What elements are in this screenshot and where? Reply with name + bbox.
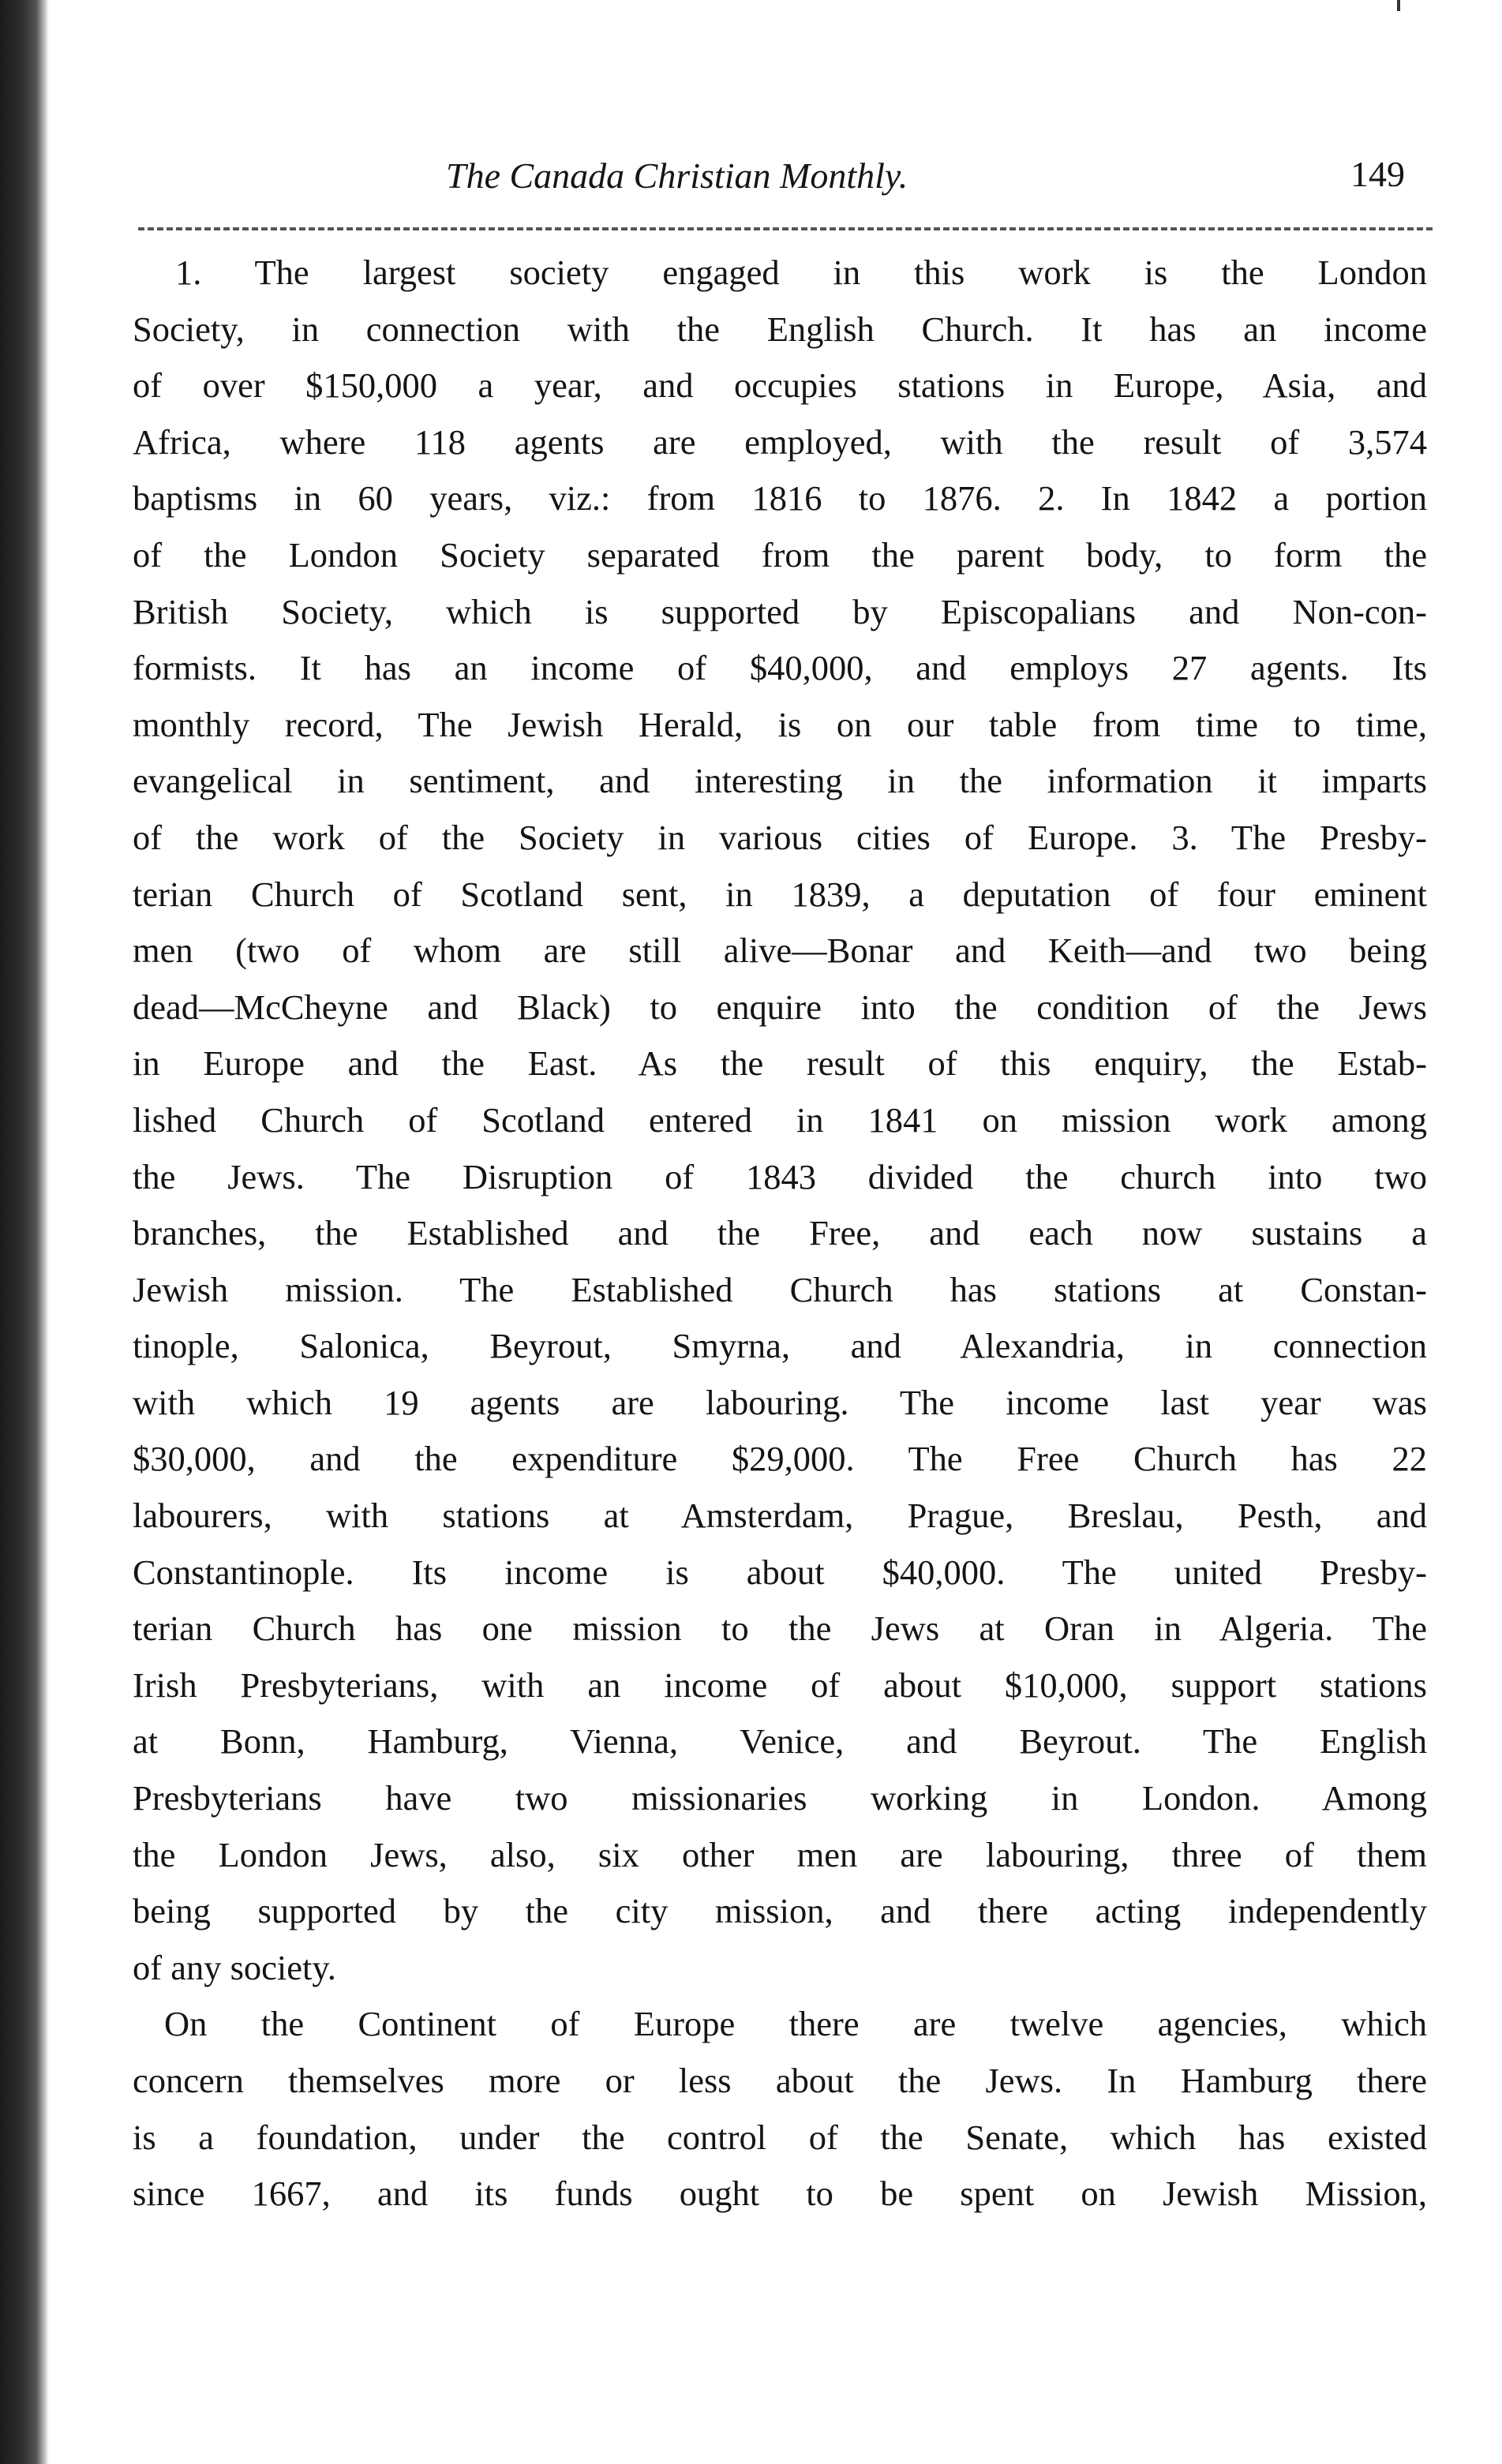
- text-line: terian Church has one mission to the Jews at Oran in Algeria. The: [133, 1608, 1427, 1649]
- text-line: tinople, Salonica, Beyrout, Smyrna, and Alexandria, in connection: [133, 1326, 1427, 1366]
- text-line: British Society, which is supported by Episcopalians and Non-con-: [133, 591, 1427, 631]
- text-line: concern themselves more or less about the Jews. In Hamburg there: [133, 2061, 1427, 2100]
- text-line: labourers, with stations at Amsterdam, Prague, Breslau, Pesth, and: [133, 1496, 1427, 1536]
- text-line: of the London Society separated from the parent body, to form the: [133, 534, 1427, 575]
- text-line: of over $150,000 a year, and occupies stations in Europe, Asia, and: [133, 365, 1427, 406]
- text-line: at Bonn, Hamburg, Vienna, Venice, and Beyrout. The English: [133, 1721, 1427, 1762]
- text-line: branches, the Established and the Free, and each now sustains a: [133, 1213, 1427, 1253]
- text-line: $30,000, and the expenditure $29,000. The Free Church has 22: [133, 1439, 1427, 1479]
- text-line: monthly record, The Jewish Herald, is on our table from time to time,: [133, 704, 1427, 744]
- body-text: [133, 245, 1427, 2222]
- text-line: with which 19 agents are labouring. The income last year was: [133, 1382, 1427, 1422]
- text-line: men (two of whom are still alive—Bonar and Keith—and two being: [133, 931, 1427, 971]
- running-title: The Canada Christian Monthly.: [446, 155, 908, 196]
- header-rule: [138, 227, 1433, 230]
- scan-speck: [1397, 0, 1400, 11]
- text-line: the London Jews, also, six other men are labouring, three of them: [133, 1834, 1427, 1874]
- text-line: being supported by the city mission, and there acting independently: [133, 1891, 1427, 1931]
- text-line: lished Church of Scotland entered in 1841 on mission work among: [133, 1099, 1427, 1140]
- text-line: Africa, where 118 agents are employed, with the result of 3,574: [133, 421, 1427, 462]
- text-line: terian Church of Scotland sent, in 1839, a deputation of four eminent: [133, 874, 1427, 914]
- text-line: Society, in connection with the English Church. It has an income: [133, 309, 1427, 349]
- text-line: since 1667, and its funds ought to be spent on Jewish Mission,: [133, 2174, 1427, 2214]
- text-line: of the work of the Society in various cities of Europe. 3. The Presby-: [133, 817, 1427, 857]
- text-line: Presbyterians have two missionaries working in London. Among: [133, 1778, 1427, 1818]
- text-line: evangelical in sentiment, and interesting in the information it imparts: [133, 761, 1427, 801]
- page-header: [126, 148, 1436, 204]
- text-line: in Europe and the East. As the result of this enquiry, the Estab-: [133, 1043, 1427, 1084]
- text-line: the Jews. The Disruption of 1843 divided the church into two: [133, 1156, 1427, 1196]
- text-line: is a foundation, under the control of the Senate, which has existed: [133, 2117, 1427, 2157]
- text-line: Constantinople. Its income is about $40,000. The united Presby-: [133, 1552, 1427, 1592]
- page-number: 149: [1350, 154, 1405, 194]
- text-line: formists. It has an income of $40,000, and employs 27 agents. Its: [133, 648, 1427, 688]
- text-line: On the Continent of Europe there are twelve agencies, which: [164, 2004, 1427, 2044]
- text-line: baptisms in 60 years, viz.: from 1816 to 1876. 2. In 1842 a portion: [133, 478, 1427, 519]
- text-line: dead—McCheyne and Black) to enquire into the condition of the Jews: [133, 987, 1427, 1027]
- text-line: 1. The largest society engaged in this work is the London: [175, 253, 1427, 292]
- text-line: of any society.: [133, 1947, 336, 1987]
- text-line: Irish Presbyterians, with an income of about $10,000, support stations: [133, 1665, 1427, 1705]
- scan-edge-shadow: [0, 0, 49, 2464]
- text-line: Jewish mission. The Established Church has stations at Constan-: [133, 1269, 1427, 1309]
